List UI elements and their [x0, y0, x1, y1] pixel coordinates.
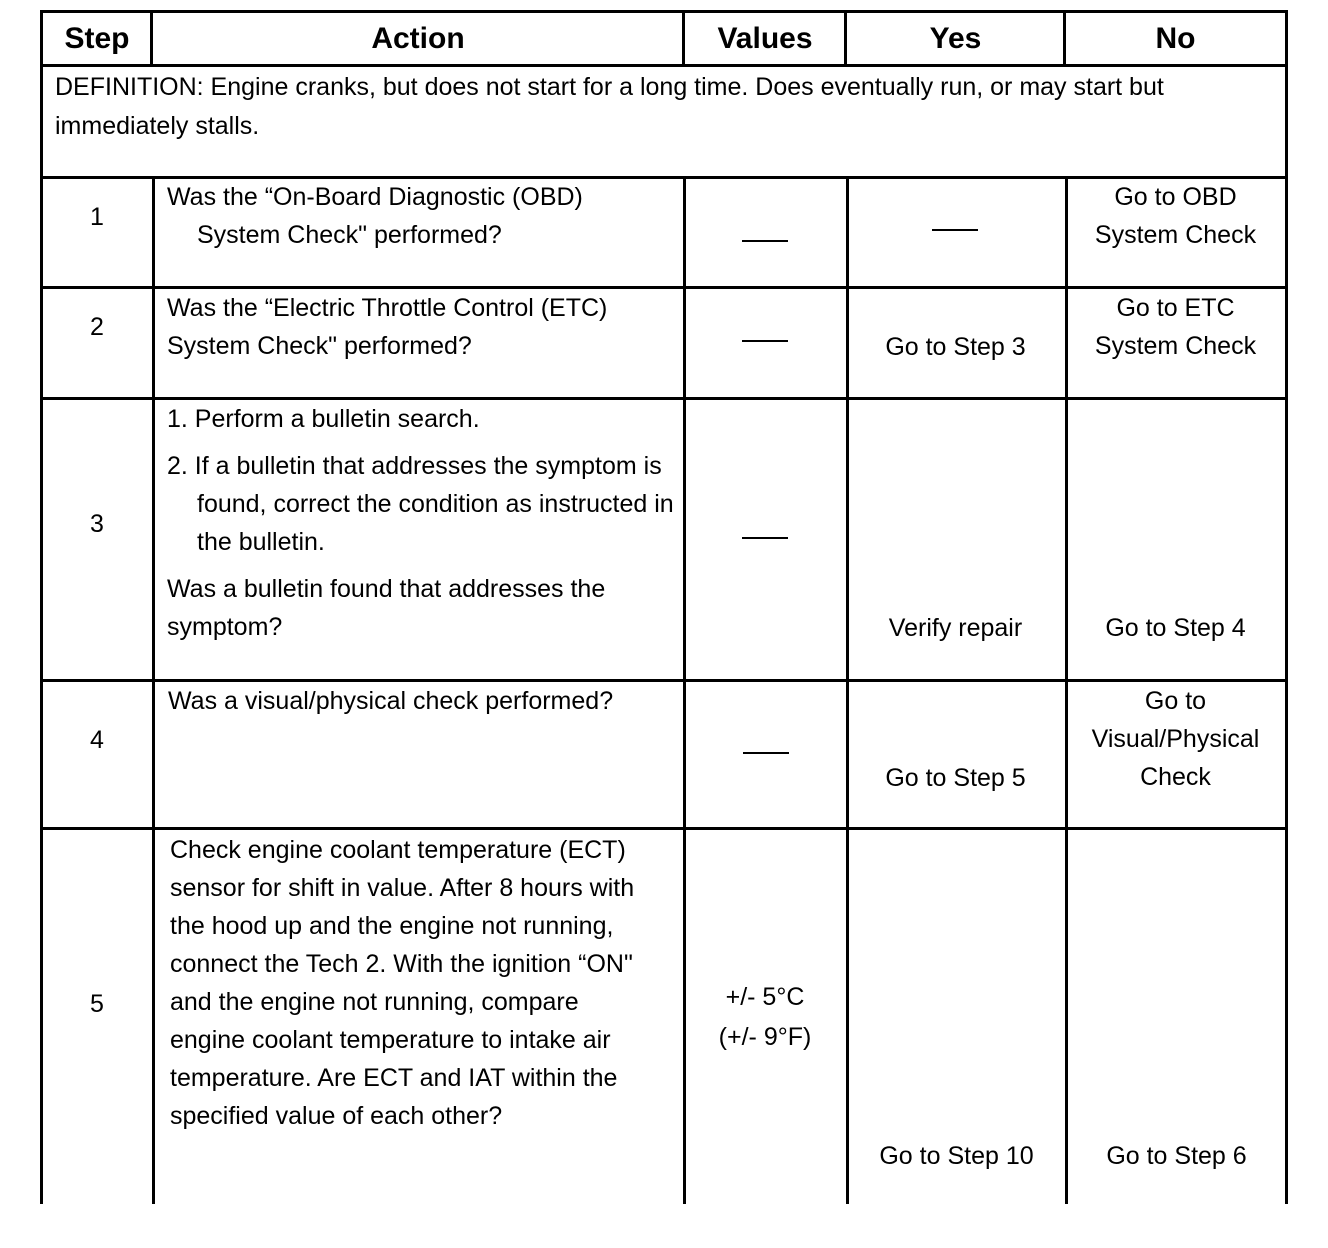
header-step: Step: [64, 22, 130, 55]
step-number: 4: [90, 726, 104, 754]
no-result: [1066, 178, 1285, 254]
yes-result: Go to Step 10: [879, 1142, 1034, 1170]
step-number: 3: [90, 510, 104, 538]
no-line: System Check: [1094, 221, 1257, 249]
action-text: [167, 400, 682, 646]
yes-result: Verify repair: [888, 614, 1023, 642]
header-action: Action: [371, 22, 465, 55]
diagnostic-table: [40, 10, 1288, 1204]
table-border-right: [1285, 10, 1288, 1204]
no-result: [1066, 289, 1285, 365]
step-number: 1: [90, 203, 104, 231]
action-item: 1. Perform a bulletin search.: [167, 405, 480, 433]
step-number: 2: [90, 313, 104, 341]
header-divider: [40, 64, 1288, 67]
value-dash: [743, 752, 789, 754]
value-dash: [742, 537, 788, 539]
header-yes: Yes: [929, 22, 982, 55]
value-line: (+/- 9°F): [718, 1023, 812, 1051]
step-number: 5: [90, 990, 104, 1018]
column-divider: [152, 176, 155, 1204]
header-values: Values: [717, 22, 813, 55]
no-result: Go to Step 4: [1105, 614, 1246, 642]
action-line: System Check" performed?: [197, 221, 502, 249]
action-text: [167, 178, 677, 254]
no-line: Go to ETC: [1116, 294, 1235, 322]
value-dash: [742, 340, 788, 342]
no-line: Check: [1140, 763, 1211, 791]
value-dash: [742, 240, 788, 242]
yes-result: Go to Step 3: [885, 333, 1026, 361]
action-line: Was the “On-Board Diagnostic (OBD): [167, 183, 583, 211]
action-text: Was a visual/physical check performed?: [168, 687, 614, 715]
no-line: System Check: [1094, 332, 1257, 360]
action-text: [167, 289, 677, 365]
action-item: 2. If a bulletin that addresses the symptom is found, correct the condition as instructed in the bulletin.: [167, 452, 674, 556]
table-border-top: [40, 10, 1288, 13]
action-text: Check engine coolant temperature (ECT) sensor for shift in value. After 8 hours with the hood up and the engine not running, connect the Tech 2. With the ignition “ON" and the engine not running, compare engine coolant temperature to intake air temperature. Are ECT and IAT within the specified value of each other?: [170, 836, 635, 1130]
no-line: Go to OBD: [1114, 183, 1237, 211]
header-no: No: [1155, 22, 1196, 55]
value-line: +/- 5°C: [725, 983, 805, 1011]
table-border-left: [40, 10, 43, 1204]
action-question: Was a bulletin found that addresses the symptom?: [167, 575, 606, 641]
definition-text: DEFINITION: Engine cranks, but does not start for a long time. Does eventually run, or may start but immediately stalls.: [55, 73, 1164, 140]
no-line: Go to: [1144, 687, 1207, 715]
action-line: Was the “Electric Throttle Control (ETC): [167, 294, 608, 322]
no-line: Visual/Physical: [1091, 725, 1260, 753]
row-divider: [40, 827, 1288, 830]
yes-dash: [932, 229, 978, 231]
action-line: System Check" performed?: [167, 332, 472, 360]
yes-result: Go to Step 5: [885, 764, 1026, 792]
no-result: Go to Step 6: [1106, 1142, 1247, 1170]
no-result: [1066, 682, 1285, 796]
value-range: [685, 977, 845, 1057]
